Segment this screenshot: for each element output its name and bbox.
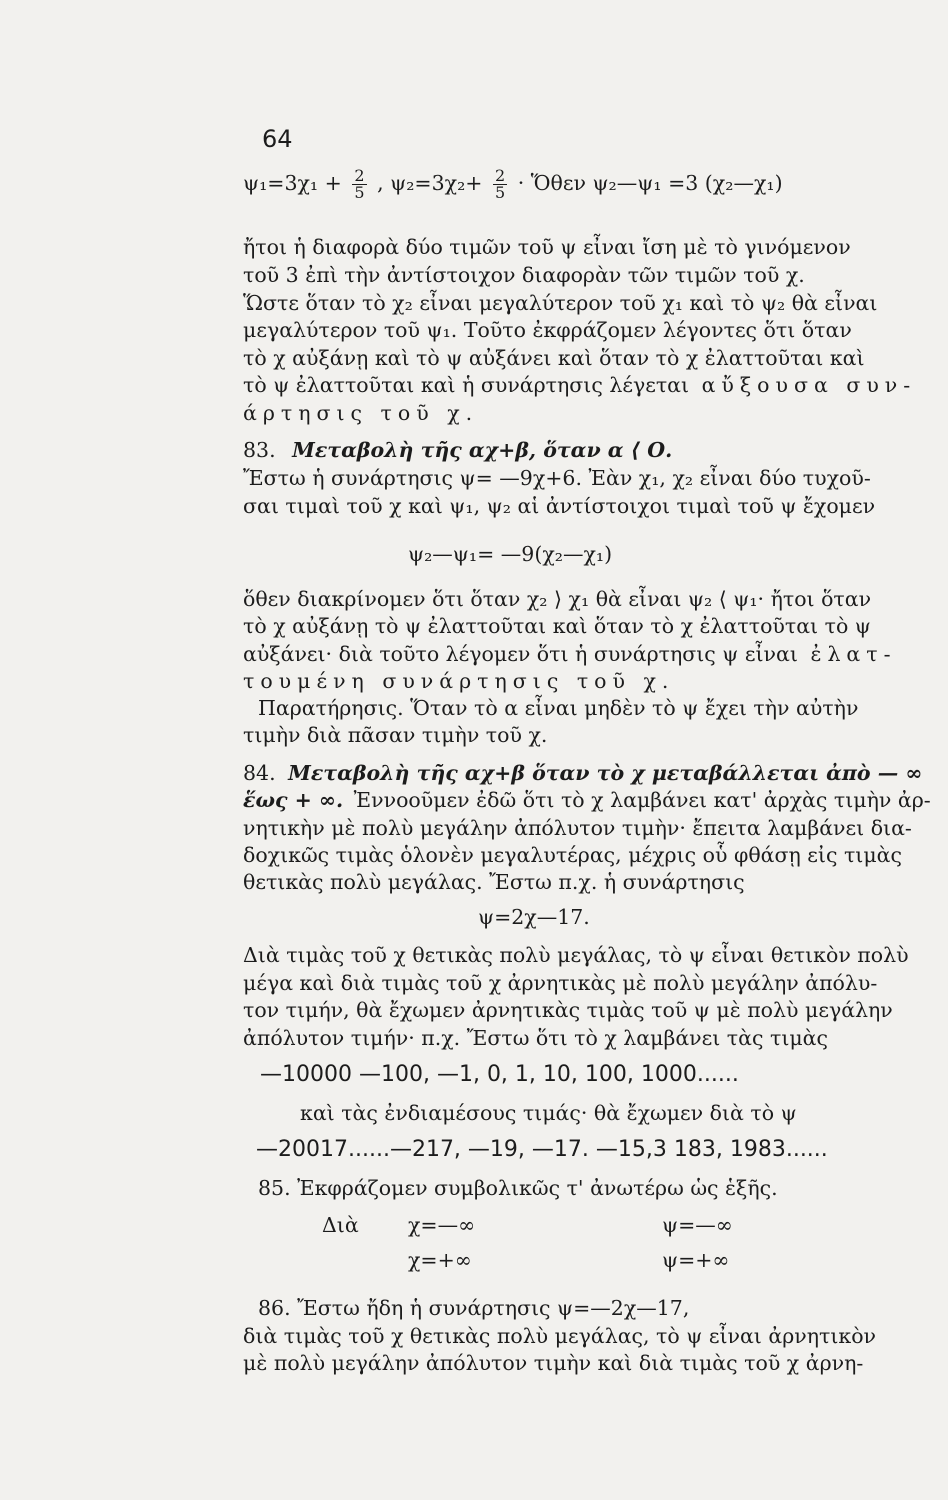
- spaced-term: αὔξουσα συν-: [701, 373, 917, 397]
- text-fragment: τὸ ψ ἐλαττοῦται καὶ ἡ συνάρτησις λέγεται: [243, 373, 690, 397]
- fraction-1-numerator: 2: [354, 166, 365, 185]
- section-title: Μεταβολὴ τῆς αχ+β ὅταν τὸ χ μεταβάλλεται ἀπὸ — ∞: [288, 761, 923, 785]
- limit-y-plus: ψ=+∞: [662, 1248, 730, 1272]
- equation-part-3: · Ὅθεν ψ₂—ψ₁ =3 (χ₂—χ₁): [517, 171, 783, 195]
- page-number: 64: [262, 125, 293, 153]
- text-line: θετικὰς πολὺ μεγάλας. Ἔστω π.χ. ἡ συνάρτησις: [243, 870, 745, 894]
- equation-part-2: , ψ₂=3χ₂+: [377, 171, 483, 195]
- centered-equation: ψ=2χ—17.: [478, 905, 590, 929]
- remark-line: τιμὴν διὰ πᾶσαν τιμὴν τοῦ χ.: [243, 723, 548, 747]
- text-line: [243, 641, 943, 667]
- text-line: νητικὴν μὲ πολὺ μεγάλην ἀπόλυτον τιμὴν· ἔπειτα λαμβάνει δια-: [243, 816, 912, 840]
- text-line: μέγα καὶ διὰ τιμὰς τοῦ χ ἀρνητικὰς μὲ πολὺ μεγάλην ἀπόλυ-: [243, 971, 878, 995]
- x-values-row: —10000 —100, —1, 0, 1, 10, 100, 1000......: [260, 1062, 739, 1087]
- limit-x-plus: χ=+∞: [408, 1248, 472, 1272]
- section-85-line: 85. Ἐκφράζομεν συμβολικῶς τ' ἀνωτέρω ὡς ἑξῆς.: [258, 1176, 778, 1200]
- text-line: δοχικῶς τιμὰς ὁλονὲν μεγαλυτέρας, μέχρις οὗ φθάσῃ εἰς τιμὰς: [243, 843, 902, 867]
- text-line: [243, 787, 943, 813]
- text-fragment: Ἐννοοῦμεν ἐδῶ ὅτι τὸ χ λαμβάνει κατ' ἀρχὰς τιμὴν ἀρ-: [353, 788, 931, 812]
- text-line: Ὥστε ὅταν τὸ χ₂ εἶναι μεγαλύτερον τοῦ χ₁ καὶ τὸ ψ₂ θὰ εἶναι: [243, 291, 878, 315]
- text-line: τοῦ 3 ἐπὶ τὴν ἀντίστοιχον διαφορὰν τῶν τιμῶν τοῦ χ.: [243, 263, 805, 287]
- text-line: ὅθεν διακρίνομεν ὅτι ὅταν χ₂ ⟩ χ₁ θὰ εἶναι ψ₂ ⟨ ψ₁· ἤτοι ὅταν: [243, 587, 872, 611]
- text-line: μεγαλύτερον τοῦ ψ₁. Τοῦτο ἐκφράζομεν λέγοντες ὅτι ὅταν: [243, 318, 852, 342]
- fraction-2-denominator: 5: [495, 183, 506, 202]
- equation-part-1: ψ₁=3χ₁ +: [243, 171, 342, 195]
- text-line: Ἔστω ἡ συνάρτησις ψ= —9χ+6. Ἐὰν χ₁, χ₂ εἶναι δύο τυχοῦ-: [243, 466, 871, 490]
- text-line: Διὰ τιμὰς τοῦ χ θετικὰς πολὺ μεγάλας, τὸ ψ εἶναι θετικὸν πολὺ: [243, 943, 909, 967]
- dia-label: Διὰ: [322, 1213, 359, 1237]
- text-fragment: αὐξάνει· διὰ τοῦτο λέγομεν ὅτι ἡ συνάρτησις ψ εἶναι: [243, 642, 798, 666]
- fraction-2: [493, 168, 507, 201]
- section-title-cont: ἕως + ∞.: [243, 788, 344, 812]
- remark-line: Παρατήρησις. Ὅταν τὸ α εἶναι μηδὲν τὸ ψ ἔχει τὴν αὐτὴν: [258, 696, 859, 720]
- text-line: [243, 372, 943, 398]
- section-84-heading: [243, 760, 943, 786]
- text-line: τον τιμήν, θὰ ἔχωμεν ἀρνητικὰς τιμὰς τοῦ ψ μὲ πολὺ μεγάλην: [243, 998, 893, 1022]
- spaced-term-line: τουμένη συνάρτησις τοῦ χ.: [243, 669, 675, 693]
- limit-y-minus: ψ=—∞: [662, 1213, 733, 1237]
- fraction-2-numerator: 2: [495, 166, 506, 185]
- section-86-line: 86. Ἔστω ἤδη ἡ συνάρτησις ψ=—2χ—17,: [258, 1296, 690, 1320]
- spaced-term-line: άρτησις τοῦ χ.: [243, 401, 479, 425]
- text-line: ἤτοι ἡ διαφορὰ δύο τιμῶν τοῦ ψ εἶναι ἴση μὲ τὸ γινόμενον: [243, 235, 851, 259]
- text-line: μὲ πολὺ μεγάλην ἀπόλυτον τιμὴν καὶ διὰ τιμὰς τοῦ χ ἀρνη-: [243, 1351, 864, 1375]
- fraction-1-denominator: 5: [354, 183, 365, 202]
- limit-x-minus: χ=—∞: [408, 1213, 476, 1237]
- y-values-row: —20017......—217, —19, —17. —15,3 183, 1983......: [256, 1137, 828, 1162]
- fraction-1: [352, 168, 366, 201]
- spaced-term: ἐλατ-: [810, 642, 897, 666]
- section-title: Μεταβολὴ τῆς αχ+β, ὅταν α ⟨ Ο.: [292, 438, 673, 462]
- text-line: τὸ χ αὐξάνῃ τὸ ψ ἐλαττοῦται καὶ ὅταν τὸ χ ἐλαττοῦται τὸ ψ: [243, 614, 871, 638]
- text-line: σαι τιμαὶ τοῦ χ καὶ ψ₁, ψ₂ αἱ ἀντίστοιχοι τιμαὶ τοῦ ψ ἔχομεν: [243, 494, 876, 518]
- text-line: καὶ τὰς ἐνδιαμέσους τιμάς· θὰ ἔχωμεν διὰ τὸ ψ: [300, 1101, 797, 1125]
- centered-equation: ψ₂—ψ₁= —9(χ₂—χ₁): [408, 542, 613, 566]
- section-number: 83.: [243, 438, 276, 462]
- section-83-heading: [243, 437, 943, 463]
- text-line: ἀπόλυτον τιμήν· π.χ. Ἔστω ὅτι τὸ χ λαμβάνει τὰς τιμὰς: [243, 1026, 829, 1050]
- equation-line-top: [243, 168, 943, 201]
- text-line: διὰ τιμὰς τοῦ χ θετικὰς πολὺ μεγάλας, τὸ ψ εἶναι ἀρνητικὸν: [243, 1324, 876, 1348]
- section-number: 84.: [243, 761, 276, 785]
- text-line: τὸ χ αὐξάνῃ καὶ τὸ ψ αὐξάνει καὶ ὅταν τὸ χ ἐλαττοῦται καὶ: [243, 346, 865, 370]
